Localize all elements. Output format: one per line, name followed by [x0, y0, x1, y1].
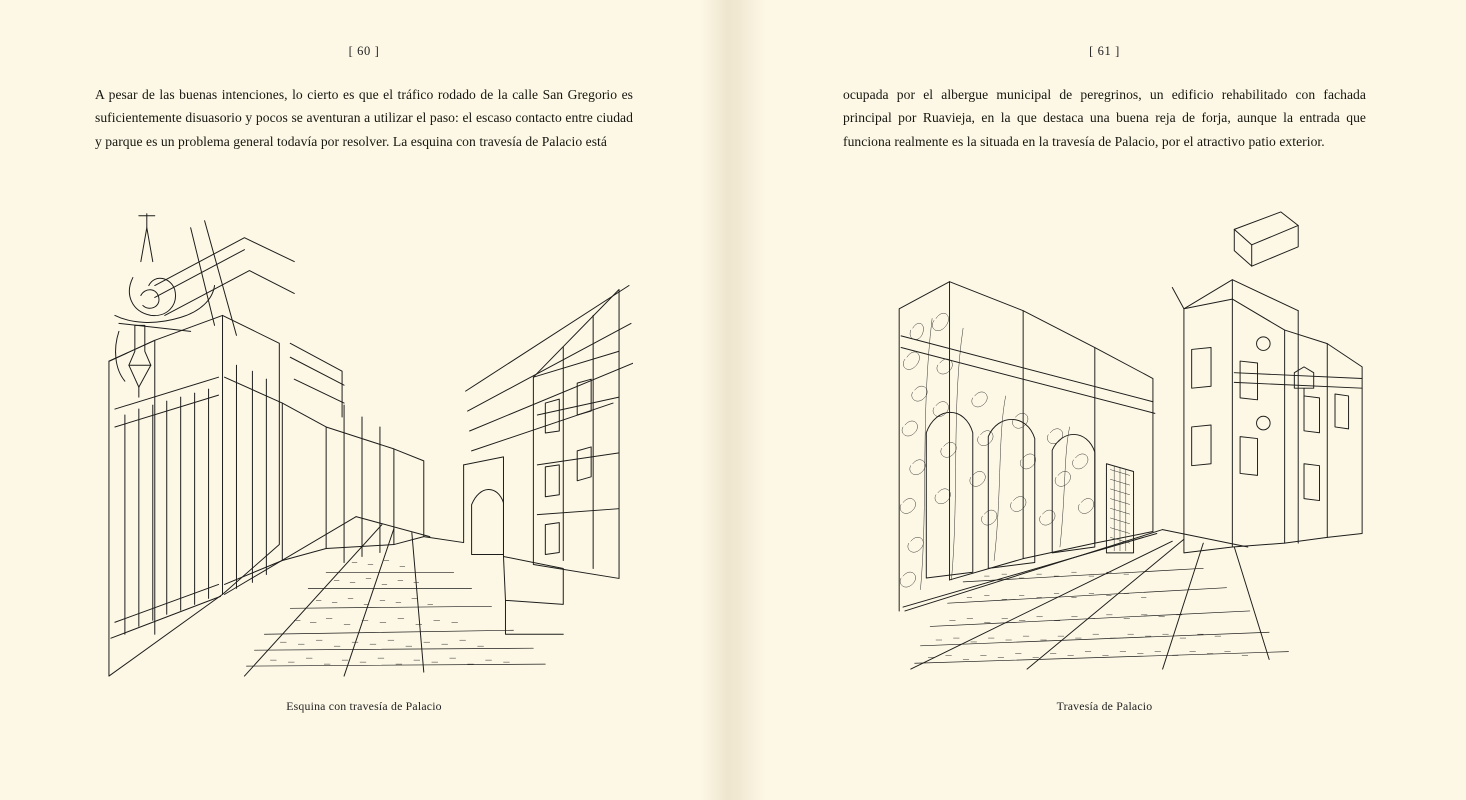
street-sketch-travesia [843, 165, 1366, 685]
left-figure-caption: Esquina con travesía de Palacio [286, 699, 442, 714]
right-illustration [843, 165, 1366, 685]
page-number-right: [ 61 ] [1089, 44, 1120, 58]
right-paragraph: ocupada por el albergue municipal de peregrinos, un edificio rehabilitado con fachada principal por Ruavieja, en la que destaca una buena reja de forja, aunque la entrada que funciona realmente es la situada en la travesía de Palacio, por el atractivo patio exterior. [843, 87, 1366, 149]
left-illustration [95, 165, 633, 685]
page-number-left: [ 60 ] [348, 44, 380, 58]
left-paragraph: A pesar de las buenas intenciones, lo cierto es que el tráfico rodado de la calle San Gregorio es suficientemente disuasorio y pocos se aventuran a utilizar el paso: el escaso contacto entre ciudad y parque es un problema general todavía por resolver. La esquina con travesía de Palacio está [95, 87, 633, 149]
right-figure-caption: Travesía de Palacio [1056, 699, 1153, 714]
right-page [733, 0, 1466, 800]
street-sketch-esquina [95, 165, 633, 685]
